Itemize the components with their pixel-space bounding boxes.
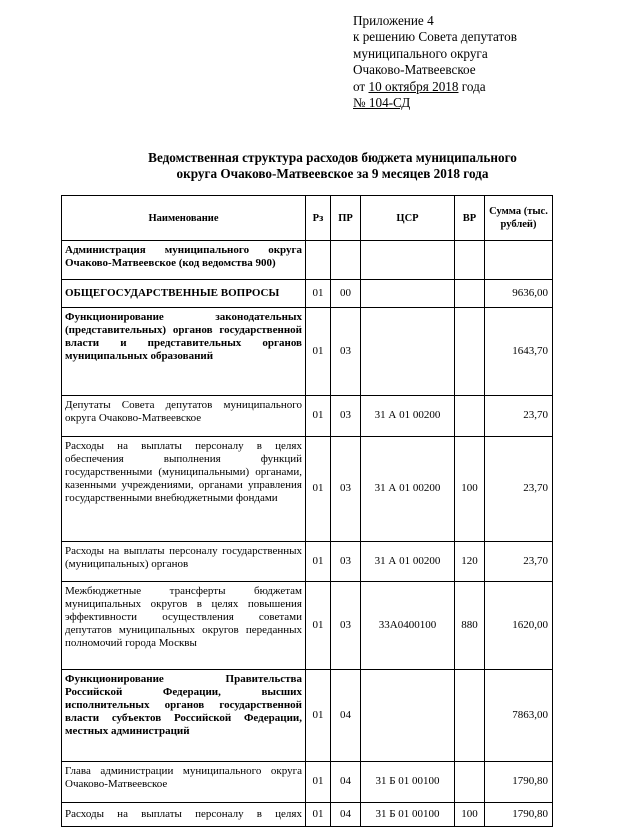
row-csr: 31 А 01 00200 (361, 396, 455, 437)
row-csr (361, 241, 455, 280)
title-line: Ведомственная структура расходов бюджета муниципального (148, 150, 517, 165)
col-header-rz: Рз (306, 196, 331, 241)
date-prefix: от (353, 78, 369, 94)
row-name: Функционирование законодательных (представительных) органов государственной власти и представительных органов муниципальных образований (62, 308, 306, 396)
row-sum: 1620,00 (485, 582, 553, 670)
row-pr: 04 (331, 803, 361, 827)
appendix-date-line (353, 79, 517, 95)
row-csr (361, 280, 455, 308)
appendix-line: к решению Совета депутатов (353, 29, 517, 45)
row-sum: 1790,80 (485, 762, 553, 803)
document-title (60, 150, 605, 182)
table-row (62, 241, 553, 280)
row-name: Межбюджетные трансферты бюджетам муниципальных округов в целях повышения эффективности осуществления советами депутатов муниципальных округов переданных полномочий города Москвы (62, 582, 306, 670)
row-sum: 9636,00 (485, 280, 553, 308)
row-vr (455, 280, 485, 308)
decision-number: № 104-СД (353, 95, 411, 111)
row-csr (361, 308, 455, 396)
col-header-pr: ПР (331, 196, 361, 241)
row-sum (485, 241, 553, 280)
row-pr: 00 (331, 280, 361, 308)
table-row (62, 280, 553, 308)
row-vr (455, 670, 485, 762)
row-name: ОБЩЕГОСУДАРСТВЕННЫЕ ВОПРОСЫ (62, 280, 306, 308)
row-vr: 120 (455, 542, 485, 582)
row-rz: 01 (306, 542, 331, 582)
table-row (62, 396, 553, 437)
row-vr (455, 241, 485, 280)
row-sum: 7863,00 (485, 670, 553, 762)
row-rz: 01 (306, 582, 331, 670)
row-sum: 1643,70 (485, 308, 553, 396)
row-rz: 01 (306, 670, 331, 762)
row-csr: 31 А 01 00200 (361, 437, 455, 542)
row-vr: 880 (455, 582, 485, 670)
row-csr: 33А0400100 (361, 582, 455, 670)
row-name: Расходы на выплаты персоналу в целях (62, 803, 306, 827)
table-row (62, 437, 553, 542)
row-name: Расходы на выплаты персоналу государственных (муниципальных) органов (62, 542, 306, 582)
col-header-name: Наименование (62, 196, 306, 241)
row-name: Расходы на выплаты персоналу в целях обеспечения выполнения функций государственными (муниципальными) органами, казенными учреждениями, органами управления государственными внебюджетными фондами (62, 437, 306, 542)
row-rz (306, 241, 331, 280)
row-vr (455, 308, 485, 396)
row-csr: 31 Б 01 00100 (361, 803, 455, 827)
row-rz: 01 (306, 437, 331, 542)
row-pr: 04 (331, 670, 361, 762)
appendix-line: муниципального округа (353, 45, 488, 61)
row-pr: 03 (331, 542, 361, 582)
row-pr: 04 (331, 762, 361, 803)
appendix-line: Приложение 4 (353, 13, 434, 28)
row-sum: 23,70 (485, 396, 553, 437)
row-vr: 100 (455, 803, 485, 827)
row-sum: 1790,80 (485, 803, 553, 827)
expenditure-table (61, 195, 553, 827)
table-row (62, 542, 553, 582)
row-rz: 01 (306, 803, 331, 827)
table-row (62, 308, 553, 396)
appendix-header (353, 13, 517, 111)
row-csr: 31 А 01 00200 (361, 542, 455, 582)
table-row (62, 762, 553, 803)
row-pr: 03 (331, 582, 361, 670)
row-rz: 01 (306, 308, 331, 396)
row-vr: 100 (455, 437, 485, 542)
decision-date: 10 октября 2018 (368, 78, 459, 94)
row-sum: 23,70 (485, 437, 553, 542)
row-rz: 01 (306, 762, 331, 803)
table-row (62, 803, 553, 827)
row-rz: 01 (306, 396, 331, 437)
row-csr (361, 670, 455, 762)
date-suffix: года (458, 78, 486, 94)
row-pr (331, 241, 361, 280)
row-rz: 01 (306, 280, 331, 308)
row-name: Функционирование Правительства Российской Федерации, высших исполнительных органов государственной власти субъектов Российской Федерации, местных администраций (62, 670, 306, 762)
row-vr (455, 396, 485, 437)
row-name: Депутаты Совета депутатов муниципального округа Очаково-Матвеевское (62, 396, 306, 437)
row-csr: 31 Б 01 00100 (361, 762, 455, 803)
table-header-row (62, 196, 553, 241)
row-vr (455, 762, 485, 803)
row-name: Глава администрации муниципального округа Очаково-Матвеевское (62, 762, 306, 803)
col-header-vr: ВР (455, 196, 485, 241)
row-pr: 03 (331, 437, 361, 542)
row-pr: 03 (331, 396, 361, 437)
col-header-csr: ЦСР (361, 196, 455, 241)
appendix-line: Очаково-Матвеевское (353, 62, 476, 78)
title-line: округа Очаково-Матвеевское за 9 месяцев 2018 года (176, 166, 489, 181)
row-pr: 03 (331, 308, 361, 396)
row-name: Администрация муниципального округа Очаково-Матвеевское (код ведомства 900) (62, 241, 306, 280)
row-sum: 23,70 (485, 542, 553, 582)
table-row (62, 582, 553, 670)
col-header-sum: Сумма (тыс. рублей) (485, 196, 553, 241)
table-row (62, 670, 553, 762)
